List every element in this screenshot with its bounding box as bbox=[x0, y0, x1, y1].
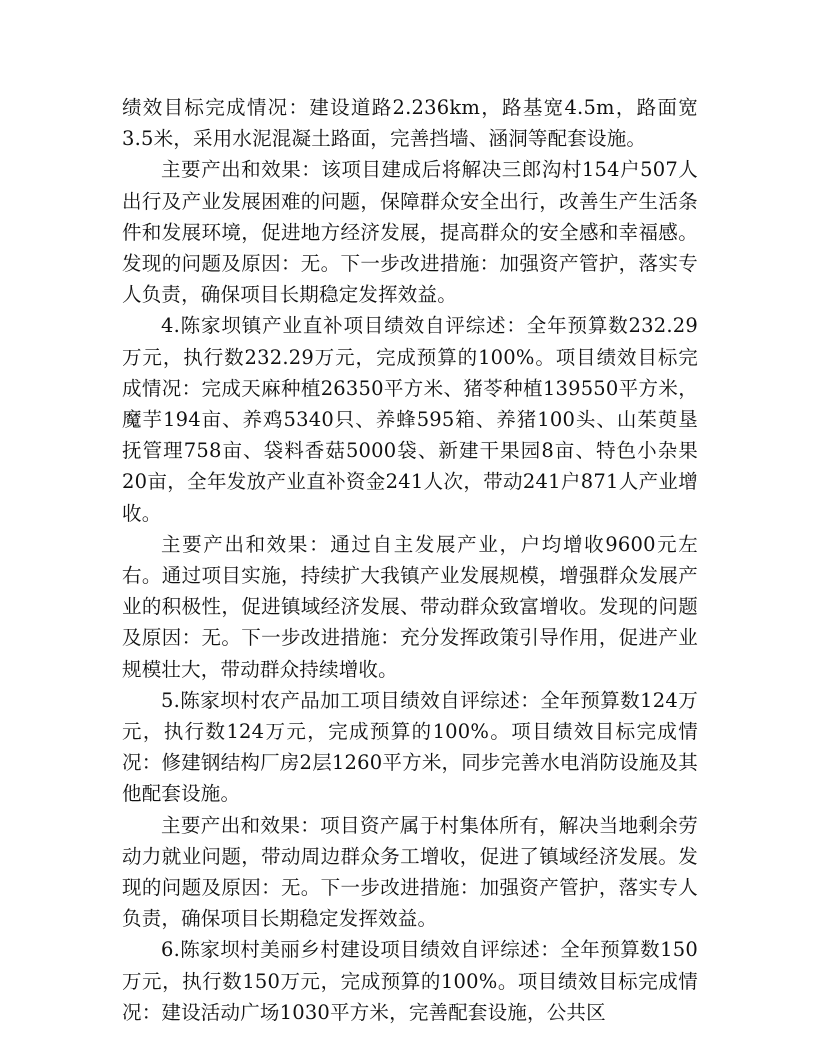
paragraph-processing-outcomes: 主要产出和效果：项目资产属于村集体所有，解决当地剩余劳动力就业问题，带动周边群众务工增收，促进了镇域经济发展。发现的问题及原因：无。下一步改进措施：加强资产管护，落实专人负责，确保项目长期稳定发挥效益。 bbox=[122, 813, 698, 931]
paragraph-industry-subsidy-outcomes: 主要产出和效果：通过自主发展产业，户均增收9600元左右。通过项目实施，持续扩大我镇产业发展规模，增强群众发展产业的积极性，促进镇域经济发展、带动群众致富增收。发现的问题及原因：无。下一步改进措施：充分发挥政策引导作用，促进产业规模壮大，带动群众持续增收。 bbox=[122, 532, 698, 681]
body-text bbox=[122, 92, 698, 1028]
paragraph-road-completion: 绩效目标完成情况：建设道路2.236km，路基宽4.5m，路面宽3.5米，采用水泥混凝土路面，完善挡墙、涵洞等配套设施。 bbox=[122, 96, 698, 151]
paragraph-industry-subsidy-summary: 4.陈家坝镇产业直补项目绩效自评综述：全年预算数232.29万元，执行数232.29万元，完成预算的100%。项目绩效目标完成情况：完成天麻种植26350平方米、猪苓种植139550平方米，魔芋194亩、养鸡5340只、养蜂595箱、养猪100头、山茱萸垦抚管理758亩、袋料香菇5000袋、新建干果园8亩、特色小杂果20亩，全年发放产业直补资金241人次，带动241户871人产业增收。 bbox=[122, 314, 698, 525]
paragraph-rural-construction-summary: 6.陈家坝村美丽乡村建设项目绩效自评综述：全年预算数150万元，执行数150万元，完成预算的100%。项目绩效目标完成情况：建设活动广场1030平方米，完善配套设施，公共区 bbox=[122, 938, 698, 1024]
paragraph-processing-summary: 5.陈家坝村农产品加工项目绩效自评综述：全年预算数124万元，执行数124万元，完成预算的100%。项目绩效目标完成情况：修建钢结构厂房2层1260平方米，同步完善水电消防设施及其他配套设施。 bbox=[122, 688, 698, 806]
paragraph-road-outcomes: 主要产出和效果：该项目建成后将解决三郎沟村154户507人出行及产业发展困难的问题，保障群众安全出行，改善生产生活条件和发展环境，促进地方经济发展，提高群众的安全感和幸福感。发现的问题及原因：无。下一步改进措施：加强资产管护，落实专人负责，确保项目长期稳定发挥效益。 bbox=[122, 158, 698, 307]
